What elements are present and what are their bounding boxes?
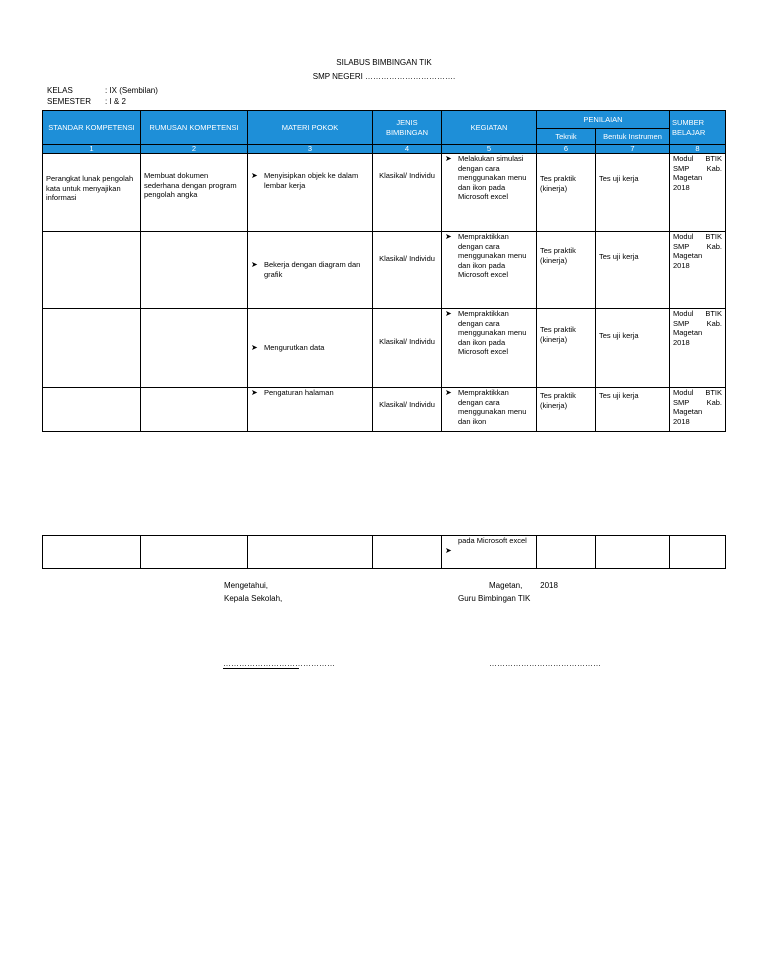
teknik-cell: Tes praktik (kinerja) [537, 232, 596, 309]
column-number: 7 [596, 145, 670, 154]
materi-cell [248, 232, 373, 309]
document-subtitle: SMP NEGERI ……………………………. [312, 72, 456, 81]
sumber-cell [670, 536, 726, 569]
kegiatan-cell [442, 536, 537, 569]
kegiatan-text: Melakukan simulasi dengan cara menggunakan menu dan ikon pada Microsoft excel [458, 154, 527, 201]
footer-mengetahui: Mengetahui, [224, 581, 269, 590]
column-number: 5 [442, 145, 537, 154]
column-number: 1 [43, 145, 141, 154]
table-row [43, 388, 726, 432]
sumber-word: 2018 [673, 337, 690, 347]
syllabus-table [42, 110, 726, 432]
header-sumber-belajar: SUMBER BELAJAR [670, 111, 726, 145]
standar-cell [43, 232, 141, 309]
table-row [43, 309, 726, 388]
footer-kepala-sekolah: Kepala Sekolah, [224, 594, 283, 603]
sumber-cell [670, 232, 726, 309]
jenis-cell [373, 536, 442, 569]
kegiatan-continuation-text: pada Microsoft excel [458, 536, 527, 545]
sumber-word: SMP [673, 241, 690, 251]
materi-cell [248, 388, 373, 432]
column-number: 3 [248, 145, 373, 154]
footer-place-date: Magetan, 2018 [489, 581, 558, 590]
standar-cell [43, 536, 141, 569]
sumber-word: BTIK [705, 232, 722, 241]
sumber-word: Magetan [673, 407, 703, 416]
sumber-word: SMP [673, 163, 690, 173]
standar-cell [43, 388, 141, 432]
document-title: SILABUS BIMBINGAN TIK [336, 58, 432, 67]
signature-line-kepala-sekolah: …………………………………… [223, 659, 335, 668]
arrow-bullet-icon: ➤ [445, 154, 452, 163]
teknik-cell: Tes praktik (kinerja) [537, 388, 596, 432]
arrow-bullet-icon: ➤ [445, 309, 452, 318]
kelas-value: : IX (Sembilan) [105, 86, 158, 95]
header-jenis-bimbingan: JENIS BIMBINGAN [373, 111, 442, 145]
arrow-bullet-icon: ➤ [251, 388, 258, 397]
kegiatan-cell [442, 388, 537, 432]
semester-value: : I & 2 [105, 97, 126, 106]
column-number: 6 [537, 145, 596, 154]
table-row [43, 154, 726, 232]
materi-text: Pengaturan halaman [264, 388, 334, 397]
arrow-bullet-icon: ➤ [251, 171, 258, 180]
kegiatan-text: Mempraktikkan dengan cara menggunakan menu dan ikon [458, 388, 527, 426]
sumber-cell [670, 309, 726, 388]
bentuk-cell: Tes uji kerja [596, 309, 670, 388]
sumber-word: 2018 [673, 416, 690, 426]
materi-text: Bekerja dengan diagram dan grafik [264, 260, 361, 279]
bentuk-cell: Tes uji kerja [596, 232, 670, 309]
rumusan-cell [141, 536, 248, 569]
arrow-bullet-icon: ➤ [251, 343, 258, 352]
jenis-cell: Klasikal/ Individu [373, 309, 442, 388]
sumber-cell [670, 388, 726, 432]
teknik-cell: Tes praktik (kinerja) [537, 154, 596, 232]
materi-text: Menyisipkan objek ke dalam lembar kerja [264, 171, 359, 190]
bentuk-cell [596, 536, 670, 569]
standar-cell [43, 309, 141, 388]
rumusan-cell [141, 388, 248, 432]
materi-cell [248, 154, 373, 232]
column-number: 2 [141, 145, 248, 154]
materi-text: Mengurutkan data [264, 343, 325, 352]
header-rumusan-kompetensi: RUMUSAN KOMPETENSI [141, 111, 248, 145]
signature-line-guru: …………………………………… [489, 659, 601, 668]
sumber-word: Kab. [706, 318, 722, 328]
arrow-bullet-icon: ➤ [445, 232, 452, 241]
semester-label: SEMESTER [47, 97, 92, 106]
sumber-word: BTIK [705, 154, 722, 163]
sumber-word: Kab. [706, 241, 722, 251]
sumber-word: Magetan [673, 328, 703, 337]
column-number: 4 [373, 145, 442, 154]
header-penilaian: PENILAIAN [537, 111, 670, 129]
sumber-word: Modul [673, 154, 694, 163]
sumber-word: Kab. [706, 397, 722, 407]
kegiatan-text: Mempraktikkan dengan cara menggunakan menu dan ikon pada Microsoft excel [458, 309, 527, 356]
sumber-word: Magetan [673, 173, 703, 182]
sumber-cell [670, 154, 726, 232]
rumusan-cell: Membuat dokumen sederhana dengan program pengolah angka [141, 154, 248, 232]
jenis-cell: Klasikal/ Individu [373, 154, 442, 232]
continuation-table [42, 535, 726, 569]
sumber-word: BTIK [705, 388, 722, 397]
bentuk-cell: Tes uji kerja [596, 388, 670, 432]
kegiatan-cell [442, 309, 537, 388]
standar-cell: Perangkat lunak pengolah kata untuk menyajikan informasi [43, 154, 141, 232]
kegiatan-text: Mempraktikkan dengan cara menggunakan menu dan ikon pada Microsoft excel [458, 232, 527, 279]
sumber-word: Modul [673, 232, 694, 241]
jenis-cell: Klasikal/ Individu [373, 388, 442, 432]
header-standar-kompetensi: STANDAR KOMPETENSI [43, 111, 141, 145]
header-materi-pokok: MATERI POKOK [248, 111, 373, 145]
table-row [43, 536, 726, 569]
column-number: 8 [670, 145, 726, 154]
sumber-word: Kab. [706, 163, 722, 173]
header-teknik: Teknik [537, 129, 596, 145]
sumber-word: 2018 [673, 182, 690, 192]
sumber-word: Modul [673, 309, 694, 318]
column-number-row [43, 145, 726, 154]
footer-guru-bimbingan: Guru Bimbingan TIK [458, 594, 531, 603]
jenis-cell: Klasikal/ Individu [373, 232, 442, 309]
header-kegiatan: KEGIATAN [442, 111, 537, 145]
arrow-bullet-icon: ➤ [445, 388, 452, 397]
sumber-word: SMP [673, 318, 690, 328]
arrow-bullet-icon: ➤ [251, 260, 258, 269]
teknik-cell: Tes praktik (kinerja) [537, 309, 596, 388]
materi-cell [248, 309, 373, 388]
arrow-bullet-icon: ➤ [445, 545, 452, 555]
sumber-word: Modul [673, 388, 694, 397]
rumusan-cell [141, 232, 248, 309]
sumber-word: BTIK [705, 309, 722, 318]
kelas-label: KELAS [47, 86, 73, 95]
sumber-word: Magetan [673, 251, 703, 260]
table-row [43, 232, 726, 309]
sumber-word: 2018 [673, 260, 690, 270]
kegiatan-cell [442, 154, 537, 232]
materi-cell [248, 536, 373, 569]
teknik-cell [537, 536, 596, 569]
rumusan-cell [141, 309, 248, 388]
header-bentuk-instrumen: Bentuk Instrumen [596, 129, 670, 145]
kegiatan-cell [442, 232, 537, 309]
sumber-word: SMP [673, 397, 690, 407]
bentuk-cell: Tes uji kerja [596, 154, 670, 232]
